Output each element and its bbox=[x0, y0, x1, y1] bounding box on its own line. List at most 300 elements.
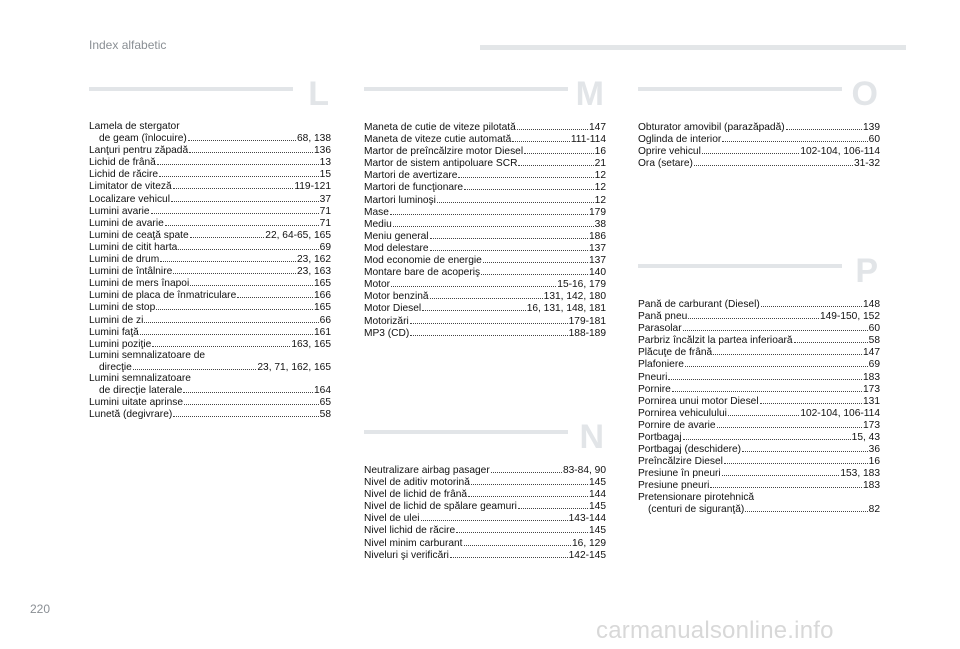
entry-page-ref: 60 bbox=[868, 134, 880, 146]
dot-leader bbox=[713, 346, 862, 355]
entry-page-ref: 165 bbox=[314, 278, 331, 290]
dot-leader bbox=[190, 277, 313, 286]
section-letter-l: L bbox=[308, 75, 329, 113]
dot-leader bbox=[456, 524, 588, 533]
dot-leader bbox=[683, 322, 868, 331]
entry-page-ref: 16, 131, 148, 181 bbox=[526, 303, 606, 315]
entry-page-ref: 136 bbox=[314, 145, 331, 157]
entry-page-ref: 145 bbox=[589, 501, 606, 513]
entry-page-ref: 173 bbox=[863, 383, 880, 395]
entry-term: Lumini de avarie bbox=[89, 217, 164, 229]
index-entry bbox=[638, 407, 880, 419]
dot-leader bbox=[760, 395, 862, 404]
dot-leader bbox=[450, 549, 568, 558]
entry-term: Mediu bbox=[364, 218, 392, 230]
section-header bbox=[638, 75, 880, 121]
section-letter-n: N bbox=[579, 418, 604, 456]
page-number: 220 bbox=[30, 602, 51, 616]
index-entry bbox=[89, 277, 331, 289]
entry-term: Limitator de viteză bbox=[89, 181, 172, 193]
entry-term: Oprire vehicul bbox=[638, 146, 701, 158]
index-entry bbox=[364, 254, 606, 266]
dot-leader bbox=[190, 229, 265, 238]
dot-leader bbox=[157, 156, 319, 165]
dot-leader bbox=[794, 334, 868, 343]
dot-leader bbox=[724, 455, 868, 464]
index-entry bbox=[364, 549, 606, 561]
entry-page-ref: 153, 183 bbox=[840, 468, 880, 480]
dot-leader bbox=[152, 338, 290, 347]
index-entries-p bbox=[638, 298, 880, 515]
entry-page-ref: 102-104, 106-114 bbox=[800, 407, 880, 419]
index-entry bbox=[364, 512, 606, 524]
index-entry bbox=[364, 488, 606, 500]
index-entry bbox=[364, 206, 606, 218]
entry-page-ref: 15 bbox=[319, 169, 331, 181]
entry-page-ref: 15-16, 179 bbox=[557, 279, 606, 291]
entry-page-ref: 164 bbox=[314, 385, 331, 397]
index-entry bbox=[364, 464, 606, 476]
dot-leader bbox=[742, 443, 868, 452]
entry-page-ref: 144 bbox=[589, 489, 606, 501]
index-entry bbox=[364, 266, 606, 278]
index-entry bbox=[364, 194, 606, 206]
entry-page-ref: 183 bbox=[863, 371, 880, 383]
index-entry bbox=[89, 144, 331, 156]
index-entry bbox=[638, 334, 880, 346]
dot-leader bbox=[722, 467, 840, 476]
index-entry bbox=[89, 217, 331, 229]
entry-term: Martori luminoşi bbox=[364, 194, 436, 206]
index-entry bbox=[89, 289, 331, 301]
entry-page-ref: 145 bbox=[589, 477, 606, 489]
dot-leader bbox=[458, 169, 593, 178]
section-rule bbox=[638, 264, 842, 268]
entry-term: Lunetă (degivrare) bbox=[89, 409, 173, 421]
entry-term: Mase bbox=[364, 206, 389, 218]
entry-page-ref: 148 bbox=[863, 299, 880, 310]
entry-page-ref: 15, 43 bbox=[851, 432, 880, 444]
entry-term: Pretensionare pirotehnică bbox=[638, 491, 755, 503]
index-entries-m bbox=[364, 121, 606, 339]
section-header bbox=[364, 75, 606, 121]
dot-leader bbox=[151, 205, 319, 214]
section-rule bbox=[364, 430, 568, 434]
entry-page-ref: 12 bbox=[594, 170, 606, 182]
entry-term: Parbriz încălzit la partea inferioară bbox=[638, 335, 793, 347]
section-header bbox=[89, 75, 331, 121]
entry-page-ref: 23, 162 bbox=[297, 254, 331, 266]
entry-page-ref: 137 bbox=[589, 255, 606, 267]
index-entry bbox=[638, 346, 880, 358]
index-entry bbox=[638, 479, 880, 491]
index-entries-o bbox=[638, 121, 880, 169]
entry-page-ref: 147 bbox=[863, 347, 880, 359]
dot-leader bbox=[722, 133, 867, 142]
dot-leader bbox=[717, 419, 862, 428]
index-entry bbox=[89, 156, 331, 168]
index-entry bbox=[364, 242, 606, 254]
index-entry bbox=[89, 168, 331, 180]
index-entry bbox=[638, 383, 880, 395]
entry-page-ref: 161 bbox=[314, 326, 331, 338]
index-entry bbox=[364, 302, 606, 314]
entry-page-ref: 38 bbox=[594, 218, 606, 230]
dot-leader bbox=[464, 537, 571, 546]
entry-page-ref: 139 bbox=[863, 122, 880, 133]
entry-term: Lumini de zi bbox=[89, 314, 144, 326]
index-entry bbox=[89, 361, 331, 373]
index-entry bbox=[89, 314, 331, 326]
entry-term: Martor de preîncălzire motor Diesel bbox=[364, 146, 524, 158]
entry-term: Martori de funcţionare bbox=[364, 182, 464, 194]
index-entry bbox=[89, 193, 331, 205]
index-entry bbox=[638, 121, 880, 133]
entry-page-ref: 66 bbox=[319, 314, 331, 326]
entry-page-ref: 65 bbox=[319, 397, 331, 409]
index-entry bbox=[364, 133, 606, 145]
index-entry bbox=[364, 218, 606, 230]
entry-term: Lamela de stergator bbox=[89, 121, 180, 132]
entry-page-ref: 23, 163 bbox=[297, 266, 331, 278]
entry-page-ref: 13 bbox=[319, 157, 331, 169]
entry-page-ref: 21 bbox=[594, 158, 606, 170]
entry-page-ref: 12 bbox=[594, 182, 606, 194]
entry-term: Lichid de răcire bbox=[89, 169, 159, 181]
index-entry bbox=[638, 455, 880, 467]
entry-page-ref: 58 bbox=[319, 409, 331, 421]
dot-leader bbox=[481, 266, 588, 275]
index-entry bbox=[89, 301, 331, 313]
index-entry bbox=[89, 229, 331, 241]
index-entry bbox=[89, 384, 331, 396]
entry-term: Lumini de mers înapoi bbox=[89, 278, 190, 290]
entry-page-ref: 183 bbox=[863, 480, 880, 492]
entry-term: Pornire de avarie bbox=[638, 419, 716, 431]
entry-page-ref: 131, 142, 180 bbox=[543, 291, 606, 303]
index-entry bbox=[638, 431, 880, 443]
entry-page-ref: 147 bbox=[589, 122, 606, 133]
dot-leader bbox=[468, 488, 588, 497]
dot-leader bbox=[184, 396, 319, 405]
index-entry bbox=[364, 169, 606, 181]
dot-leader bbox=[694, 157, 853, 166]
dot-leader bbox=[786, 121, 862, 130]
entry-page-ref: 111-114 bbox=[570, 134, 606, 146]
index-entries-n bbox=[364, 464, 606, 561]
entry-page-ref: 143-144 bbox=[568, 513, 606, 525]
dot-leader bbox=[518, 500, 588, 509]
entry-term: Lumini poziţie bbox=[89, 338, 152, 350]
index-entry bbox=[638, 157, 880, 169]
entry-term: Lichid de frână bbox=[89, 157, 156, 169]
entry-page-ref: 16 bbox=[594, 146, 606, 158]
entry-term: Lumini avarie bbox=[89, 205, 150, 217]
entry-term: Martori de avertizare bbox=[364, 170, 458, 182]
entry-page-ref: 179-181 bbox=[568, 315, 606, 327]
index-entry bbox=[638, 503, 880, 515]
entry-term: Mod economie de energie bbox=[364, 255, 482, 267]
index-entry bbox=[638, 145, 880, 157]
entry-page-ref: 71 bbox=[319, 205, 331, 217]
entry-term: Lumini de drum bbox=[89, 254, 160, 266]
dot-leader bbox=[133, 361, 257, 370]
dot-leader bbox=[517, 121, 588, 130]
index-entry bbox=[638, 443, 880, 455]
index-entries-l bbox=[89, 121, 331, 420]
entry-term: direcţie bbox=[99, 361, 132, 373]
entry-page-ref: 163, 165 bbox=[291, 338, 331, 350]
entry-term: Pornire bbox=[638, 383, 671, 395]
dot-leader bbox=[178, 241, 318, 250]
index-entry bbox=[364, 327, 606, 339]
section-rule bbox=[89, 87, 293, 91]
entry-page-ref: 71 bbox=[319, 217, 331, 229]
dot-leader bbox=[471, 476, 588, 485]
entry-page-ref: 145 bbox=[589, 525, 606, 537]
entry-page-ref: 31-32 bbox=[853, 158, 880, 170]
section-header bbox=[364, 418, 606, 464]
dot-leader bbox=[518, 157, 593, 166]
entry-page-ref: 58 bbox=[868, 335, 880, 347]
entry-page-ref: 131 bbox=[863, 395, 880, 407]
entry-page-ref: 69 bbox=[319, 241, 331, 253]
section-rule bbox=[638, 87, 842, 91]
entry-term: Maneta de cutie de viteze pilotată bbox=[364, 122, 516, 133]
entry-term: Maneta de viteze cutie automată bbox=[364, 134, 512, 146]
entry-term: Localizare vehicul bbox=[89, 193, 170, 205]
dot-leader bbox=[160, 253, 296, 262]
index-entry bbox=[89, 180, 331, 192]
entry-page-ref: 69 bbox=[868, 359, 880, 371]
entry-term: Lumini de ceaţă spate bbox=[89, 229, 189, 241]
entry-term: Oglinda de interior bbox=[638, 134, 722, 146]
dot-leader bbox=[393, 218, 594, 227]
entry-term: Portbagaj bbox=[638, 432, 682, 444]
section-letter-m: M bbox=[575, 75, 604, 113]
index-entry bbox=[364, 476, 606, 488]
index-entry bbox=[364, 290, 606, 302]
dot-leader bbox=[165, 217, 319, 226]
entry-page-ref: 16, 129 bbox=[572, 537, 606, 549]
entry-term: Nivel de aditiv motorină bbox=[364, 477, 470, 489]
watermark: carmanualsonline.info bbox=[596, 617, 834, 644]
dot-leader bbox=[688, 310, 819, 319]
index-entry bbox=[364, 230, 606, 242]
index-entry bbox=[89, 396, 331, 408]
dot-leader bbox=[237, 289, 313, 298]
index-entry bbox=[364, 278, 606, 290]
entry-page-ref: 188-189 bbox=[568, 327, 606, 339]
entry-page-ref: 83-84, 90 bbox=[562, 465, 606, 476]
index-entry bbox=[638, 467, 880, 479]
entry-term: MP3 (CD) bbox=[364, 327, 410, 339]
entry-term: Martor de sistem antipoluare SCR bbox=[364, 158, 518, 170]
dot-leader bbox=[173, 180, 294, 189]
section-letter-o: O bbox=[851, 75, 878, 113]
dot-leader bbox=[159, 168, 319, 177]
index-entry bbox=[89, 326, 331, 338]
entry-page-ref: 140 bbox=[589, 267, 606, 279]
index-entry bbox=[89, 373, 331, 384]
entry-term: Ora (setare) bbox=[638, 158, 693, 170]
entry-page-ref: 22, 64-65, 165 bbox=[265, 229, 331, 241]
dot-leader bbox=[144, 314, 318, 323]
index-entry bbox=[638, 310, 880, 322]
entry-term: Pneuri bbox=[638, 371, 668, 383]
dot-leader bbox=[410, 315, 568, 324]
entry-term: Presiune în pneuri bbox=[638, 468, 721, 480]
running-header-title: Index alfabetic bbox=[89, 38, 167, 52]
entry-term: Motor benzină bbox=[364, 291, 429, 303]
entry-page-ref: 149-150, 152 bbox=[819, 311, 880, 323]
index-entry bbox=[364, 500, 606, 512]
dot-leader bbox=[189, 144, 313, 153]
entry-term: Motor Diesel bbox=[364, 303, 422, 315]
index-entry bbox=[364, 145, 606, 157]
dot-leader bbox=[672, 383, 862, 392]
entry-term: Portbagaj (deschidere) bbox=[638, 444, 742, 456]
dot-leader bbox=[156, 301, 313, 310]
dot-leader bbox=[173, 265, 296, 274]
dot-leader bbox=[410, 327, 567, 336]
index-entry bbox=[638, 358, 880, 370]
entry-page-ref: 173 bbox=[863, 419, 880, 431]
dot-leader bbox=[491, 464, 562, 473]
index-entry bbox=[364, 157, 606, 169]
dot-leader bbox=[464, 181, 594, 190]
entry-term: Presiune pneuri bbox=[638, 480, 710, 492]
entry-page-ref: 68, 138 bbox=[297, 133, 331, 145]
entry-page-ref: 23, 71, 162, 165 bbox=[257, 361, 331, 373]
index-entry bbox=[364, 524, 606, 536]
entry-term: Pană de carburant (Diesel) bbox=[638, 299, 760, 310]
dot-leader bbox=[761, 298, 862, 307]
index-section-p bbox=[638, 252, 880, 515]
entry-term: Lumini de placa de înmatriculare bbox=[89, 290, 237, 302]
dot-leader bbox=[173, 408, 318, 417]
index-section-l bbox=[89, 75, 331, 421]
entry-page-ref: 60 bbox=[868, 323, 880, 335]
index-entry bbox=[638, 133, 880, 145]
entry-page-ref: 119-121 bbox=[294, 181, 331, 193]
index-entry bbox=[638, 371, 880, 383]
dot-leader bbox=[171, 193, 319, 202]
dot-leader bbox=[430, 242, 588, 251]
index-entry bbox=[89, 350, 331, 361]
entry-term: Pornirea vehiculului bbox=[638, 407, 727, 419]
entry-page-ref: 102-104, 106-114 bbox=[800, 146, 880, 158]
index-entry bbox=[364, 181, 606, 193]
index-entry bbox=[89, 408, 331, 420]
section-header bbox=[638, 252, 880, 298]
index-entry bbox=[364, 315, 606, 327]
index-entry bbox=[638, 395, 880, 407]
dot-leader bbox=[483, 254, 588, 263]
entry-page-ref: 137 bbox=[589, 242, 606, 254]
dot-leader bbox=[390, 206, 588, 215]
entry-term: Lumini semnalizatoare bbox=[89, 372, 191, 384]
entry-term: Lumini uitate aprinse bbox=[89, 397, 184, 409]
entry-term: Nivel minim carburant bbox=[364, 537, 463, 549]
entry-term: de geam (înlocuire) bbox=[99, 133, 187, 145]
entry-term: Obturator amovibil (parazăpadă) bbox=[638, 122, 785, 133]
entry-page-ref: 82 bbox=[868, 503, 880, 515]
entry-page-ref: 12 bbox=[594, 194, 606, 206]
entry-term: Plafoniere bbox=[638, 359, 684, 371]
index-entry bbox=[638, 419, 880, 431]
entry-term: (centuri de siguranţă) bbox=[648, 503, 745, 515]
index-section-o bbox=[638, 75, 880, 170]
index-entry bbox=[89, 121, 331, 132]
entry-term: Parasolar bbox=[638, 323, 682, 335]
entry-term: Plăcuţe de frână bbox=[638, 347, 713, 359]
index-entry bbox=[638, 492, 880, 503]
entry-page-ref: 142-145 bbox=[568, 549, 606, 561]
index-entry bbox=[638, 298, 880, 310]
dot-leader bbox=[745, 503, 867, 512]
dot-leader bbox=[437, 194, 594, 203]
entry-page-ref: 186 bbox=[589, 230, 606, 242]
dot-leader bbox=[188, 132, 296, 141]
entry-term: Lumini semnalizatoare de bbox=[89, 349, 206, 361]
dot-leader bbox=[430, 230, 588, 239]
entry-term: Motorizări bbox=[364, 315, 409, 327]
dot-leader bbox=[524, 145, 594, 154]
entry-page-ref: 179 bbox=[589, 206, 606, 218]
entry-term: Meniu general bbox=[364, 230, 429, 242]
dot-leader bbox=[702, 145, 799, 154]
dot-leader bbox=[422, 302, 526, 311]
entry-term: Lumini de stop bbox=[89, 302, 156, 314]
entry-page-ref: 166 bbox=[314, 290, 331, 302]
index-entry bbox=[89, 253, 331, 265]
dot-leader bbox=[183, 384, 313, 393]
index-entry bbox=[638, 322, 880, 334]
entry-page-ref: 165 bbox=[314, 302, 331, 314]
entry-term: Lumini de citit harta bbox=[89, 241, 178, 253]
dot-leader bbox=[391, 278, 556, 287]
index-entry bbox=[364, 537, 606, 549]
index-entry bbox=[89, 132, 331, 144]
entry-term: Pană pneu bbox=[638, 311, 688, 323]
entry-term: Lumini de întâlnire bbox=[89, 266, 173, 278]
dot-leader bbox=[728, 407, 799, 416]
entry-term: Nivel de ulei bbox=[364, 513, 420, 525]
dot-leader bbox=[421, 512, 568, 521]
index-entry bbox=[89, 241, 331, 253]
entry-page-ref: 36 bbox=[868, 444, 880, 456]
entry-term: Pornirea unui motor Diesel bbox=[638, 395, 759, 407]
dot-leader bbox=[512, 133, 570, 142]
dot-leader bbox=[683, 431, 851, 440]
dot-leader bbox=[710, 479, 862, 488]
dot-leader bbox=[668, 371, 862, 380]
dot-leader bbox=[685, 358, 868, 367]
index-section-m bbox=[364, 75, 606, 339]
entry-page-ref: 37 bbox=[319, 193, 331, 205]
entry-term: Motor bbox=[364, 279, 391, 291]
section-letter-p: P bbox=[855, 252, 878, 290]
entry-term: Preîncălzire Diesel bbox=[638, 456, 723, 468]
entry-term: Nivel de lichid de frână bbox=[364, 489, 468, 501]
index-entry bbox=[89, 338, 331, 350]
entry-term: Nivel de lichid de spălare geamuri bbox=[364, 501, 517, 513]
entry-term: Mod delestare bbox=[364, 242, 429, 254]
dot-leader bbox=[430, 290, 543, 299]
dot-leader bbox=[140, 326, 313, 335]
index-entry bbox=[364, 121, 606, 133]
